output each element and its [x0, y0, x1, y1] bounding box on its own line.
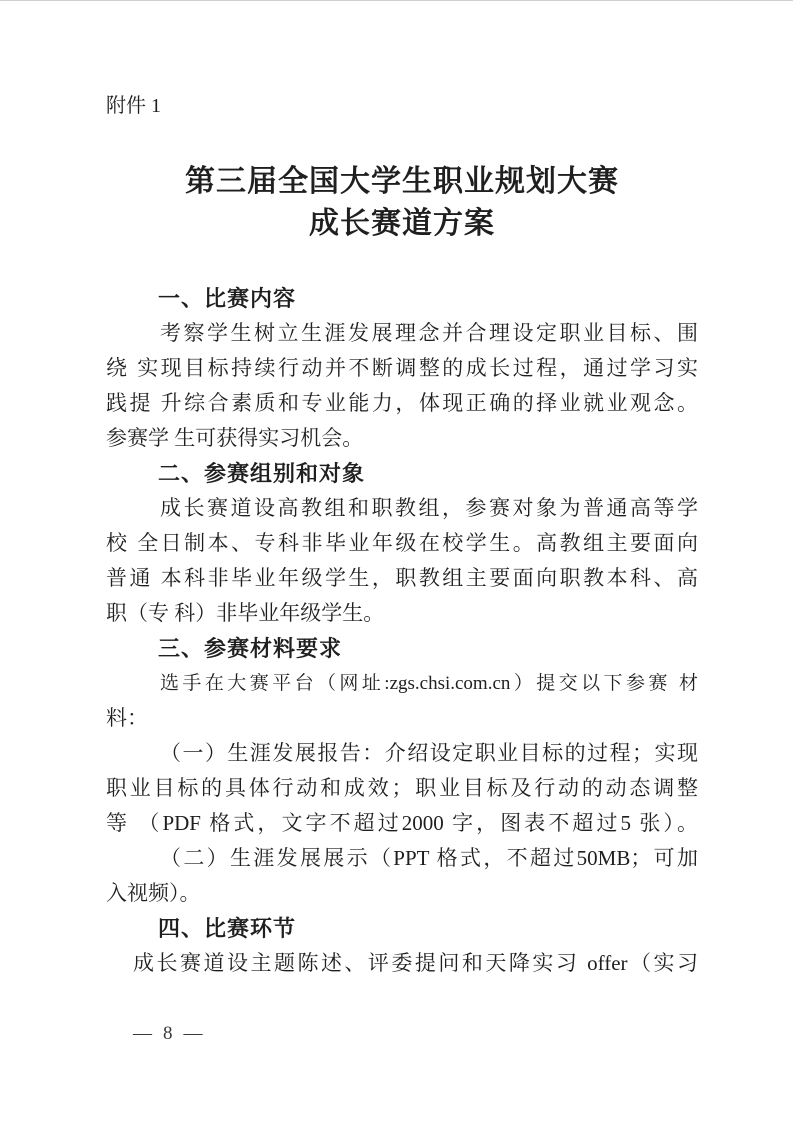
section-2-heading: 二、参赛组别和对象: [158, 461, 366, 486]
section-2: [106, 456, 698, 631]
document-body: [106, 281, 698, 981]
text-line: 践提 升综合素质和专业能力，体现正确的择业就业观念。: [106, 391, 698, 415]
section-1-heading: 一、比赛内容: [158, 286, 297, 311]
attachment-label: 附件 1: [106, 95, 161, 117]
section-4: [106, 911, 698, 981]
document-title: [106, 161, 698, 245]
text-line: 选手在大赛平台（网址:zgs.chsi.com.cn）提交以下参赛 材: [160, 673, 698, 694]
text-line: 料：: [106, 706, 148, 730]
section-3-heading: 三、参赛材料要求: [158, 636, 343, 661]
text-line: 参赛学 生可获得实习机会。: [106, 426, 364, 450]
title-line-1: 第三届全国大学生职业规划大赛: [185, 165, 619, 198]
footer-dash-left: —: [133, 1023, 152, 1044]
text-line: 等 （PDF 格式，文字不超过2000 字，图表不超过5 张）。: [106, 811, 698, 835]
paragraph: [106, 316, 698, 456]
text-line: 普通 本科非毕业年级学生，职教组主要面向职教本科、高: [106, 566, 698, 590]
text-line: 校 全日制本、专科非毕业年级在校学生。高教组主要面向: [106, 531, 698, 555]
text-line: 考察学生树立生涯发展理念并合理设定职业目标、围: [160, 321, 698, 345]
page-number: 8: [163, 1023, 173, 1044]
text-line: 职业目标的具体行动和成效；职业目标及行动的动态调整: [106, 776, 698, 800]
paragraph: [106, 841, 698, 911]
text-line: 成长赛道设主题陈述、评委提问和天降实习 offer（实习: [133, 951, 698, 975]
title-line-2: 成长赛道方案: [309, 207, 495, 240]
text-line: 绕 实现目标持续行动并不断调整的成长过程，通过学习实: [106, 356, 698, 380]
text-line: 职（专 科）非毕业年级学生。: [106, 601, 385, 625]
text-line: 入视频）。: [106, 881, 201, 905]
paragraph: [106, 666, 698, 736]
section-3: [106, 631, 698, 911]
page-footer: [133, 1021, 203, 1047]
page-content: [106, 1, 698, 981]
paragraph: [106, 491, 698, 631]
text-line: （二）生涯发展展示（PPT 格式，不超过50MB；可加: [160, 846, 698, 870]
paragraph: [106, 736, 698, 841]
text-line: （一）生涯发展报告：介绍设定职业目标的过程；实现: [160, 741, 698, 765]
footer-dash-right: —: [183, 1023, 203, 1044]
section-1: [106, 281, 698, 456]
section-4-heading: 四、比赛环节: [158, 916, 297, 941]
paragraph: [106, 946, 698, 981]
text-line: 成长赛道设高教组和职教组，参赛对象为普通高等学: [160, 496, 698, 520]
